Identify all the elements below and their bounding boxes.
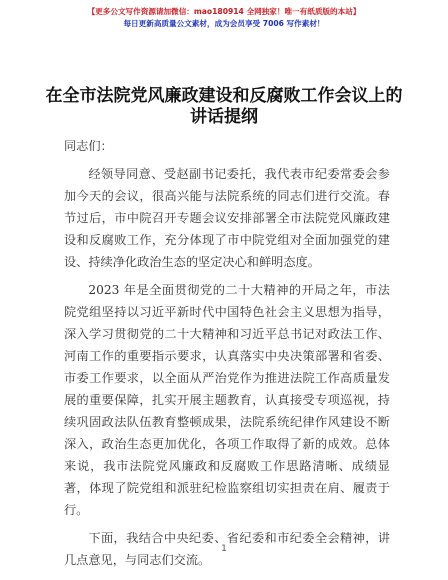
promo-banner-line-1: 【更多公文写作资源请加微信：mao180914 全网独家！唯一有纸质版的本站】	[87, 7, 361, 16]
body-paragraph-2: 2023 年是全面贯彻党的二十大精神的开局之年，市法院党组坚持以习近平新时代中国特色社会主义思想为指导，深入学习贯彻党的二十大精神和习近平总书记对政法工作、河南工作的重要指示要求，认真落实中央决策部署和省委、市委工作要求，以全面从严治党作为推进法院工作高质量发展的重要保障，扎实开展主题教育，认真接受专项巡视，持续巩固政法队伍教育整顿成果，法院系统纪律作风建设不断深入，政治生态更加优化，各项工作取得了新的成效。总体来说，我市法院党风廉政和反腐败工作思路清晰、成绩显著，体现了院党组和派驻纪检监察组切实担责在肩、履责于行。	[64, 283, 390, 517]
salutation: 同志们：	[64, 139, 113, 153]
document-title: 在全市法院党风廉政建设和反腐败工作会议上的讲话提纲	[45, 86, 403, 127]
document-body	[64, 135, 390, 577]
body-paragraph-1: 经领导同意、受赵副书记委托，我代表市纪委常委会参加今天的会议，很高兴能与法院系统的同志们进行交流。春节过后，市中院召开专题会议安排部署全市法院党风廉政建设和反腐败工作，充分体现了市中院党组对全面加强党的建设、持续净化政治生态的坚定决心和鲜明态度。	[64, 167, 390, 269]
body-paragraph-3: 下面，我结合中央纪委、省纪委和市纪委全会精神，讲几点意见，与同志们交流。	[64, 531, 390, 567]
page-number: 1	[221, 544, 227, 554]
promo-banner-line-2: 每日更新高质量公文素材，成为会员享受 7006 写作素材！	[123, 19, 325, 28]
promo-banner	[0, 6, 448, 29]
